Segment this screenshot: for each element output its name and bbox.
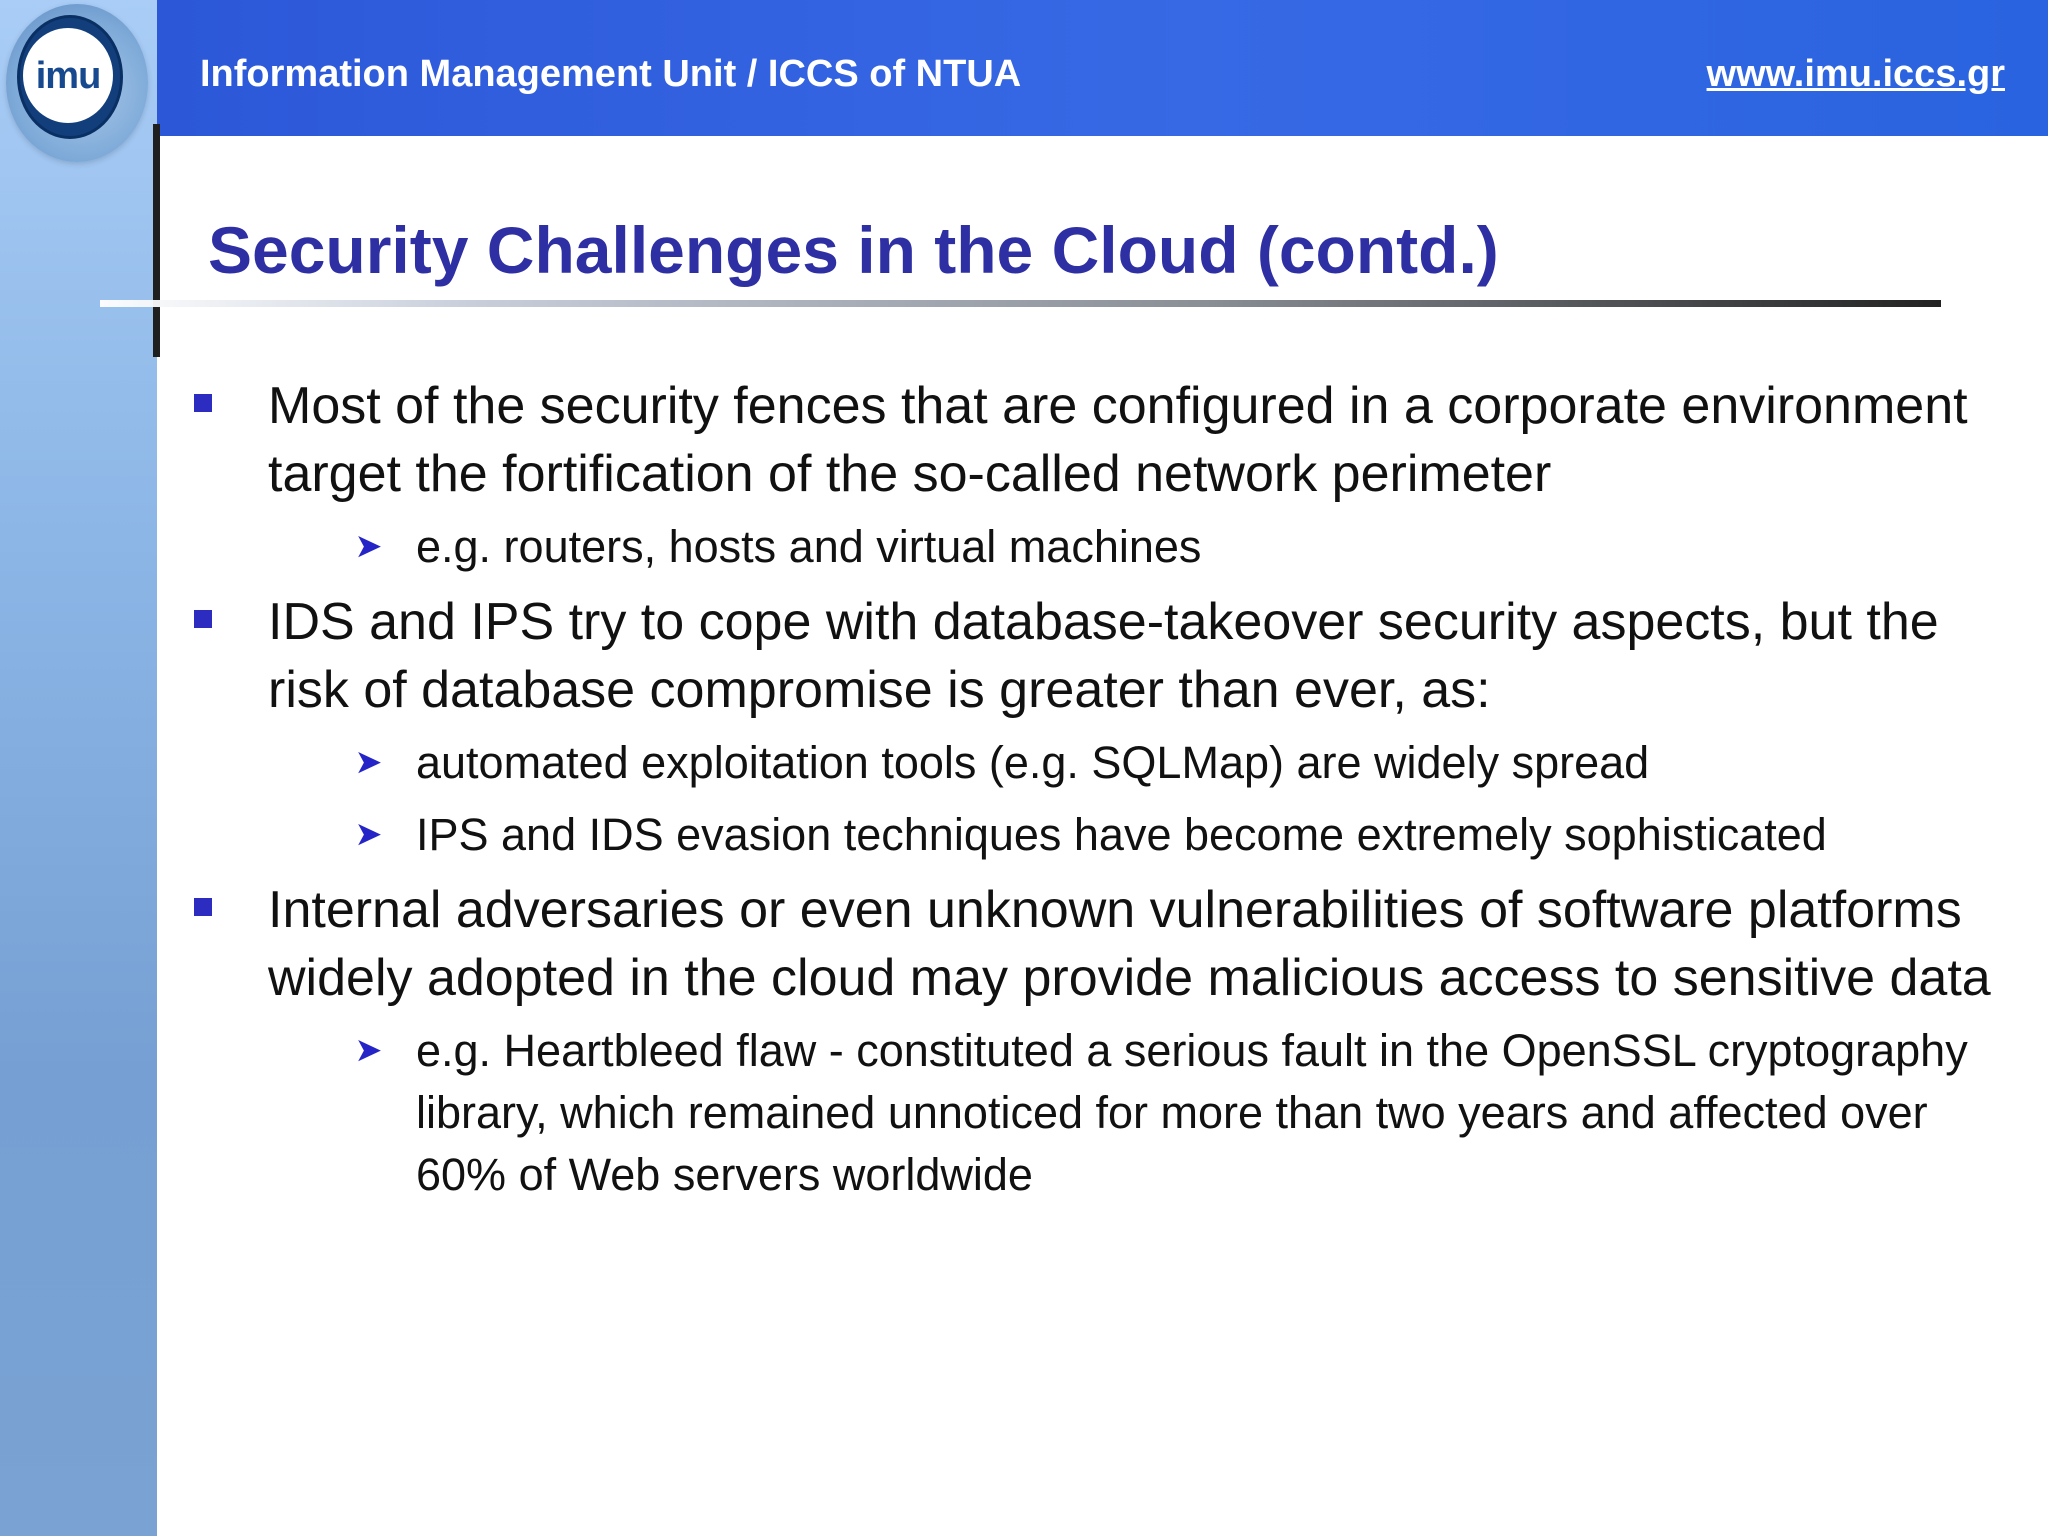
sub-bullet-item (356, 516, 2005, 578)
logo (6, 4, 148, 162)
sub-bullet-item (356, 804, 2005, 866)
website-link[interactable]: www.imu.iccs.gr (1706, 53, 2005, 95)
arrow-bullet-icon: ➤ (356, 818, 382, 851)
bullet-text: Internal adversaries or even unknown vulnerabilities of software platforms widely adopted in the cloud may provide malicious access to sensitive data (268, 881, 1991, 1007)
bullet-item (190, 876, 2005, 1206)
vertical-divider (153, 124, 160, 357)
slide-title: Security Challenges in the Cloud (contd.) (208, 213, 1499, 287)
sub-bullet-text: automated exploitation tools (e.g. SQLMap) are widely spread (416, 737, 1650, 788)
sub-bullet-item (356, 732, 2005, 794)
square-bullet-icon (194, 394, 212, 412)
arrow-bullet-icon: ➤ (356, 530, 382, 563)
logo-badge (23, 28, 113, 123)
bullet-item (190, 588, 2005, 866)
sub-bullet-list (356, 1020, 2005, 1206)
sub-bullet-text: e.g. Heartbleed flaw - constituted a serious fault in the OpenSSL cryptography library, which remained unnoticed for more than two years and affected over 60% of Web servers worldwide (416, 1025, 1968, 1200)
title-underline (100, 300, 1941, 307)
sub-bullet-text: IPS and IDS evasion techniques have become extremely sophisticated (416, 809, 1827, 860)
slide-content (190, 372, 2005, 1206)
sub-bullet-text: e.g. routers, hosts and virtual machines (416, 521, 1202, 572)
logo-text: imu (35, 54, 101, 97)
left-sidebar-strip (0, 0, 157, 1536)
bullet-text: IDS and IPS try to cope with database-takeover security aspects, but the risk of database compromise is greater than ever, as: (268, 593, 1939, 719)
bullet-text: Most of the security fences that are configured in a corporate environment target the fortification of the so-called network perimeter (268, 377, 1968, 503)
square-bullet-icon (194, 610, 212, 628)
square-bullet-icon (194, 898, 212, 916)
sub-bullet-item (356, 1020, 2005, 1206)
bullet-item (190, 372, 2005, 578)
arrow-bullet-icon: ➤ (356, 746, 382, 779)
header-title: Information Management Unit / ICCS of NTUA (200, 53, 1022, 95)
sub-bullet-list (356, 516, 2005, 578)
sub-bullet-list (356, 732, 2005, 866)
arrow-bullet-icon: ➤ (356, 1034, 382, 1067)
